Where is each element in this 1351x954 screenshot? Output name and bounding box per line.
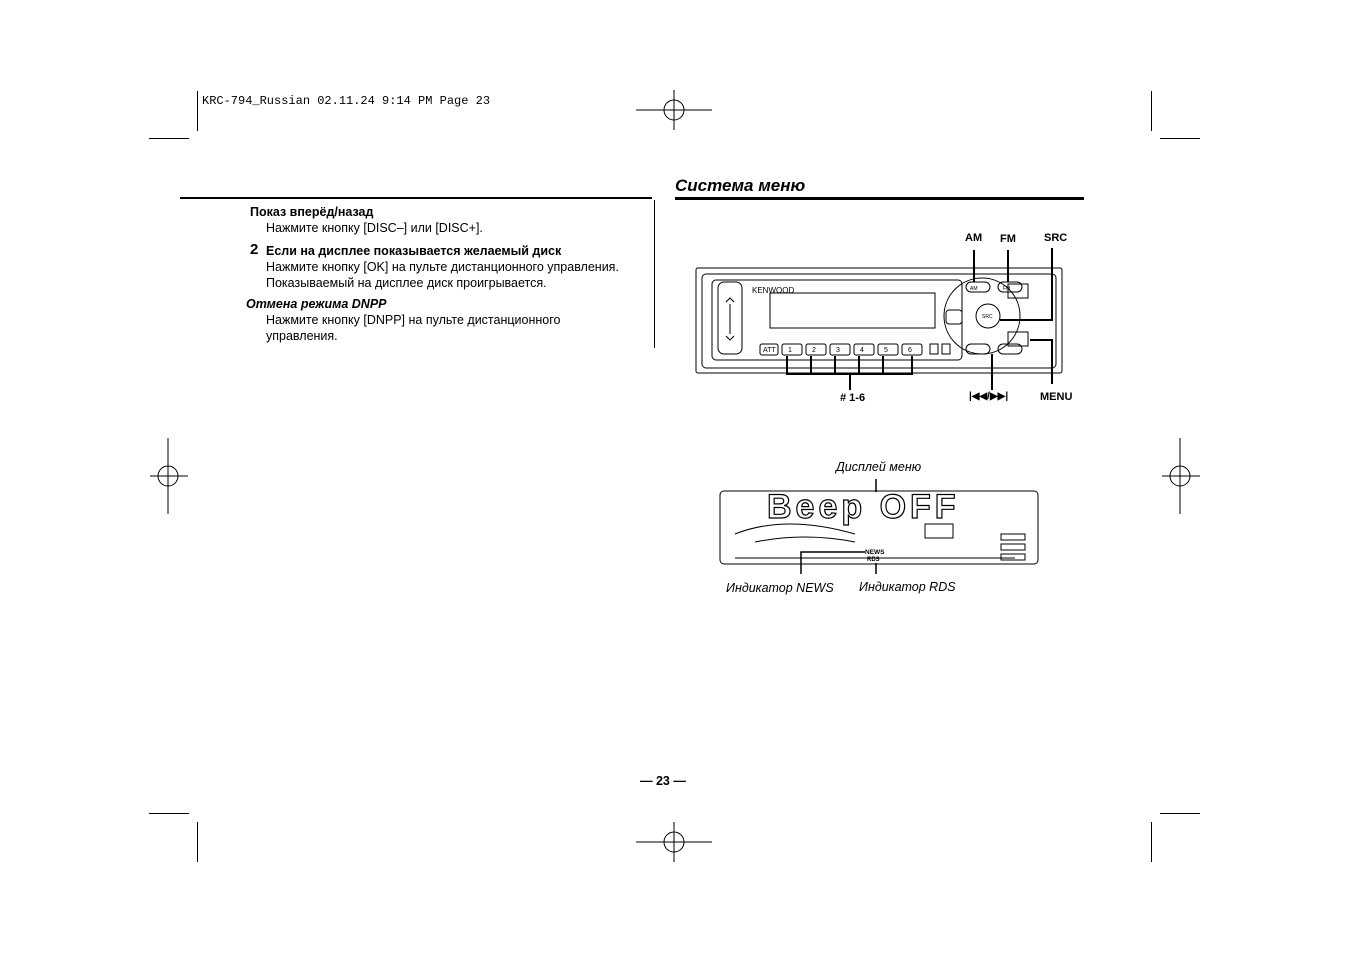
cancel-line-1: Нажмите кнопку [DNPP] на пульте дистанционного — [266, 313, 561, 327]
att-label: ATT — [763, 347, 776, 354]
step-number: 2 — [250, 241, 259, 258]
display-text: Beep OFF — [767, 488, 960, 526]
section-title: Система меню — [675, 176, 806, 195]
print-header: KRC-794_Russian 02.11.24 9:14 PM Page 23 — [202, 94, 491, 108]
preset-2-label: 2 — [812, 347, 816, 354]
am-button-label: AM — [970, 286, 978, 292]
preset-5-label: 5 — [884, 347, 888, 354]
callout-src: SRC — [1044, 232, 1068, 244]
brand-label: KENWOOD — [752, 286, 795, 295]
step-line-1: Нажмите кнопку [OK] на пульте дистанционного управления. — [266, 260, 619, 274]
callout-presets: # 1-6 — [840, 392, 866, 404]
callout-menu: MENU — [1040, 391, 1073, 403]
step-line-2: Показываемый на дисплее диск проигрывается. — [266, 276, 547, 290]
display-illustration — [715, 474, 1045, 574]
right-column-rule — [675, 197, 1084, 200]
step-heading: Если на дисплее показывается желаемый диск — [266, 244, 562, 258]
news-indicator: NEWS — [865, 549, 885, 556]
news-caption: Индикатор NEWS — [726, 581, 834, 595]
cancel-heading: Отмена режима DNPP — [246, 297, 387, 311]
src-button-label: SRC — [982, 314, 993, 320]
rds-caption: Индикатор RDS — [859, 580, 956, 594]
head-unit-illustration — [690, 244, 1070, 394]
left-column-rule — [180, 197, 652, 199]
cancel-line-2: управления. — [266, 329, 338, 343]
fm-button-label: FM — [1003, 286, 1011, 292]
preset-3-label: 3 — [836, 347, 840, 354]
rds-indicator: RDS — [867, 557, 880, 563]
callout-am: AM — [965, 232, 983, 244]
preset-4-label: 4 — [860, 347, 864, 354]
preset-6-label: 6 — [908, 347, 912, 354]
callout-track: |◀◀/▶▶| — [969, 391, 1009, 402]
column-divider — [654, 200, 655, 348]
text-press-disc: Нажмите кнопку [DISC–] или [DISC+]. — [266, 221, 483, 235]
display-caption: Дисплей меню — [836, 460, 922, 474]
preset-1-label: 1 — [788, 347, 792, 354]
callout-fm: FM — [1000, 233, 1016, 245]
heading-forward-back: Показ вперёд/назад — [250, 205, 374, 219]
page-number: — 23 — — [640, 774, 686, 788]
